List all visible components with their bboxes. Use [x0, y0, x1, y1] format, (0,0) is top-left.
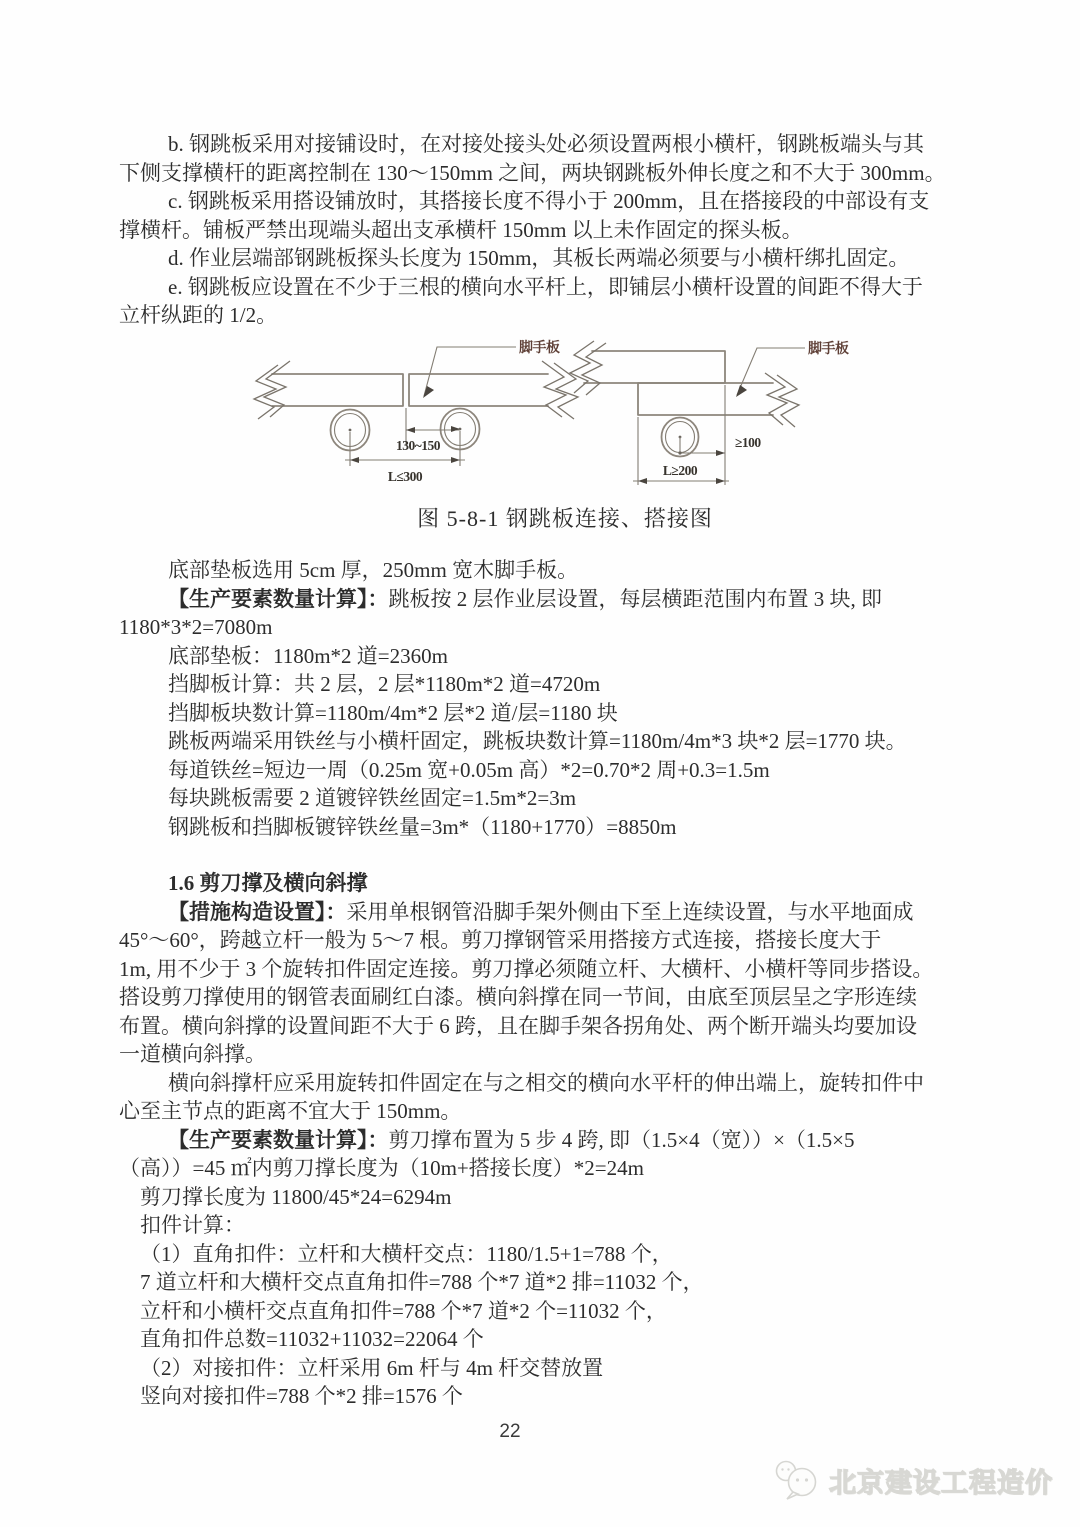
text-segment: 每道铁丝=短边一周（0.25m 宽+0.05m 高）*2=0.70*2 周+0.3=1.5m: [168, 757, 770, 782]
text-line: [119, 1211, 959, 1240]
text-segment: 挡脚板块数计算=1180m/4m*2 层*2 道/层=1180 块: [168, 700, 618, 725]
text-line: [119, 613, 959, 642]
text-segment: （2）对接扣件：立杆采用 6m 杆与 4m 杆交替放置: [140, 1355, 604, 1380]
text-segment: （1）直角扣件：立杆和大横杆交点：1180/1.5+1=788 个，: [140, 1241, 673, 1266]
text-line: [119, 784, 959, 813]
text-line: [119, 187, 959, 216]
text-line: [119, 1240, 959, 1269]
text-line: [119, 216, 959, 245]
text-line: [119, 159, 959, 188]
text-line: [119, 1325, 959, 1354]
text-segment: 每块跳板需要 2 道镀锌铁丝固定=1.5m*2=3m: [168, 786, 577, 810]
text-line: [119, 1183, 959, 1212]
text-line: [119, 585, 959, 614]
text-segment: 采用单根钢管沿脚手架外侧由下至上连续设置，与水平地面成: [346, 899, 914, 924]
text-segment: 钢跳板和挡脚板镀锌铁丝量=3m*（1180+1770）=8850m: [168, 814, 677, 839]
text-line: [119, 556, 959, 585]
text-line: [119, 301, 959, 330]
text-segment: 横向斜撑杆应采用旋转扣件固定在与之相交的横向水平杆的伸出端上，旋转扣件中: [168, 1070, 924, 1095]
text-segment: 立杆纵距的 1/2。: [119, 303, 278, 327]
text-line: [119, 955, 959, 984]
text-segment: 立杆和小横杆交点直角扣件=788 个*7 道*2 个=11032 个，: [140, 1298, 667, 1323]
dim-label: L≥200: [662, 463, 698, 478]
text-segment: （高））=45 ㎡内剪刀撑长度为（10m+搭接长度）*2=24m: [119, 1156, 644, 1180]
text-segment: b. 钢跳板采用对接铺设时，在对接处接头处必须设置两根小横杆，钢跳板端头与其: [168, 132, 924, 156]
text-line: [119, 813, 959, 842]
text-line: [119, 642, 959, 671]
text-line: [119, 756, 959, 785]
text-segment: 底部垫板：1180m*2 道=2360m: [168, 643, 448, 668]
intro-paragraphs: [119, 130, 959, 330]
wechat-icon: [772, 1459, 822, 1501]
text-line: [119, 244, 959, 273]
text-segment: 跳板两端采用铁丝与小横杆固定，跳板块数计算=1180m/4m*3 块*2 层=1770 块。: [168, 729, 907, 753]
plank-callout: [423, 339, 560, 398]
plank-outline: [638, 383, 773, 415]
plank-label: 脚手板: [808, 342, 849, 357]
quantity-calculation-paragraphs: [119, 556, 959, 841]
text-line: [119, 926, 959, 955]
watermark-text: 北京建设工程造价: [829, 1467, 1053, 1498]
text-line: [119, 1097, 959, 1126]
dimension-lap: [633, 417, 729, 485]
text-line: [119, 699, 959, 728]
text-segment: 1m, 用不少于 3 个旋转扣件固定连接。剪刀撑必须随立杆、大横杆、小横杆等同步搭设。: [119, 956, 934, 981]
figure-caption: 图 5-8-1 钢跳板连接、搭接图: [417, 506, 713, 531]
text-segment: 心至主节点的距离不宜大于 150mm。: [119, 1099, 462, 1123]
plank-outline: [584, 351, 725, 383]
text-segment: 1180*3*2=7080m: [119, 615, 273, 639]
text-line: [119, 273, 959, 302]
text-line: [119, 1069, 959, 1098]
text-line: [119, 1154, 959, 1183]
dim-label: ≥100: [735, 435, 761, 450]
text-line: [119, 1126, 959, 1155]
text-segment: 底部垫板选用 5cm 厚，250mm 宽木脚手板。: [168, 558, 579, 582]
text-line: [119, 869, 959, 898]
text-line: [119, 670, 959, 699]
section-1-6-paragraphs: [119, 869, 959, 1411]
text-segment: 扣件计算：: [140, 1213, 245, 1237]
watermark: [772, 1459, 1053, 1501]
text-segment: 搭设剪刀撑使用的钢管表面刷红白漆。横向斜撑在同一节间，由底至顶层呈之字形连续: [119, 985, 917, 1009]
plank-callout: [736, 340, 849, 397]
text-segment: e. 钢跳板应设置在不少于三根的横向水平杆上，即铺层小横杆设置的间距不得大于: [168, 274, 923, 299]
plank-label: 脚手板: [519, 341, 560, 356]
plank-outline: [272, 374, 548, 406]
text-line: [119, 1382, 959, 1411]
text-segment: 剪刀撑长度为 11800/45*24=6294m: [140, 1184, 452, 1209]
text-line: [119, 898, 959, 927]
text-segment: 跳板按 2 层作业层设置，每层横距范围内布置 3 块, 即: [388, 586, 882, 611]
plank-connection-figure: [228, 333, 878, 501]
text-segment: 【措施构造设置】：: [168, 899, 347, 924]
text-segment: 【生产要素数量计算】：: [168, 1127, 389, 1152]
text-line: [119, 727, 959, 756]
text-segment: 1.6 剪刀撑及横向斜撑: [168, 871, 368, 895]
text-segment: 剪刀撑布置为 5 步 4 跨, 即（1.5×4（宽））×（1.5×5: [388, 1127, 855, 1152]
text-line: [119, 1354, 959, 1383]
text-segment: d. 作业层端部钢跳板探头长度为 150mm，其板长两端必须要与小横杆绑扎固定。: [168, 246, 910, 270]
dim-label: L≤300: [387, 469, 423, 484]
text-line: [119, 1012, 959, 1041]
page-number: 22: [499, 1421, 521, 1442]
text-segment: 竖向对接扣件=788 个*2 排=1576 个: [140, 1384, 463, 1408]
break-line-icon: [570, 341, 594, 393]
butt-joint-diagram: [254, 339, 578, 484]
text-line: [119, 1040, 959, 1069]
text-segment: 挡脚板计算：共 2 层，2 层*1180m*2 道=4720m: [168, 672, 601, 696]
text-segment: 直角扣件总数=11032+11032=22064 个: [140, 1327, 484, 1351]
text-line: [119, 1268, 959, 1297]
text-segment: 撑横杆。铺板严禁出现端头超出支承横杆 150mm 以上未作固定的探头板。: [119, 217, 803, 242]
text-line: [119, 983, 959, 1012]
text-segment: 下侧支撑横杆的距离控制在 130～150mm 之间，两块钢跳板外伸长度之和不大于 300mm。: [119, 160, 946, 185]
text-segment: 45°～60°，跨越立杆一般为 5～7 根。剪刀撑钢管采用搭接方式连接，搭接长度大于: [119, 928, 882, 952]
dim-label: 130~150: [395, 438, 441, 453]
text-segment: 【生产要素数量计算】：: [168, 586, 389, 611]
text-segment: c. 钢跳板采用搭设铺放时，其搭接长度不得小于 200mm，且在搭接段的中部设有支: [168, 189, 930, 213]
text-line: [119, 130, 959, 159]
lap-joint-diagram: [570, 340, 849, 485]
text-segment: 7 道立杆和大横杆交点直角扣件=788 个*7 道*2 排=11032 个，: [140, 1270, 704, 1294]
text-segment: 一道横向斜撑。: [119, 1042, 266, 1066]
text-line: [119, 1297, 959, 1326]
text-segment: 布置。横向斜撑的设置间距不大于 6 跨，且在脚手架各拐角处、两个断开端头均要加设: [119, 1013, 917, 1038]
